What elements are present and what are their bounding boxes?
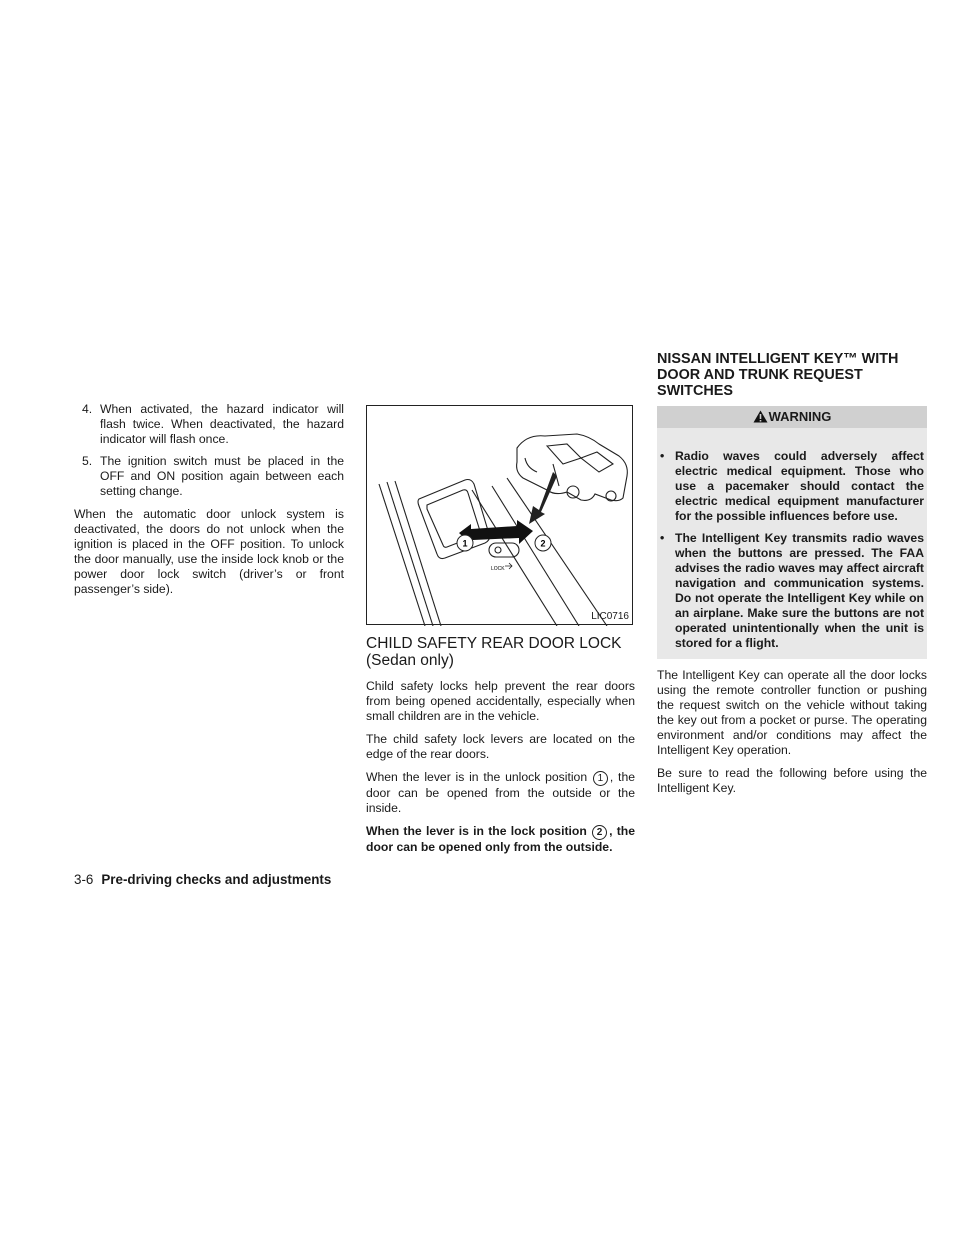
- section-title: [366, 635, 635, 669]
- marker-2: 2: [540, 538, 546, 549]
- list-text: When activated, the hazard indicator will flash twice. When deactivated, the hazard indicator will flash once.: [100, 402, 344, 446]
- warning-label: WARNING: [768, 409, 832, 424]
- marker-1: 1: [462, 538, 468, 549]
- warning-header: [657, 406, 927, 428]
- body-paragraph: [366, 770, 635, 816]
- body-paragraph-bold: [366, 824, 635, 855]
- door-edge-drawing: [367, 406, 634, 626]
- column-middle: [366, 405, 635, 863]
- text-run: , the door can be opened only from the outside.: [366, 824, 635, 854]
- page-footer: [74, 872, 331, 888]
- warning-item: [660, 531, 924, 651]
- warning-triangle-icon: [753, 410, 768, 423]
- list-number: 4.: [82, 402, 93, 416]
- body-paragraph: Child safety locks help prevent the rear doors from being opened accidentally, especially when small children are in the vehicle.: [366, 679, 635, 723]
- bullet: •: [660, 531, 665, 545]
- body-paragraph: The child safety lock levers are located on the edge of the rear doors.: [366, 732, 635, 761]
- section-heading: NISSAN INTELLIGENT KEY™ WITH DOOR AND TRUNK REQUEST SWITCHES: [657, 351, 899, 399]
- figure-id: LIC0716: [591, 611, 629, 622]
- section-title-main: CHILD SAFETY REAR DOOR LOCK: [366, 635, 622, 652]
- section-subtitle: (Sedan only): [366, 652, 454, 669]
- list-item: [74, 402, 344, 447]
- text-run: When the lever is in the unlock position: [366, 770, 588, 784]
- warning-text: The Intelligent Key transmits radio waves when the buttons are pressed. The FAA advises the radio waves may affect aircraft navigation and communication systems. Do not operate the Intelligent Key while on an airplane. Make sure the buttons are not operated unintentionally when the unit is stored for a flight.: [675, 531, 924, 650]
- text-run: When the lever is in the lock position: [366, 824, 587, 838]
- page-number: 3-6: [74, 872, 94, 887]
- bullet: •: [660, 449, 665, 463]
- text-run: , the door can be opened from the outside or the inside.: [366, 770, 635, 815]
- circled-number-2: 2: [592, 825, 607, 840]
- child-lock-illustration: [366, 405, 633, 625]
- warning-box: [657, 428, 927, 659]
- circled-number-1: 1: [593, 771, 608, 786]
- body-paragraph: When the automatic door unlock system is deactivated, the doors do not unlock when the ignition is placed in the OFF position. To unlock the door manually, use the inside lock knob or the power door lock switch (driver’s or front passenger’s side).: [74, 507, 344, 596]
- column-left: [74, 402, 344, 605]
- column-right: [657, 351, 927, 804]
- body-paragraph: The Intelligent Key can operate all the door locks using the remote controller function or pushing the request switch on the vehicle without taking the key out from a pocket or purse. The operating environment and/or conditions may affect the Intelligent Key operation.: [657, 668, 927, 757]
- warning-item: [660, 449, 924, 524]
- warning-text: Radio waves could adversely affect electric medical equipment. Those who use a pacemaker should contact the electric medical equipment manufacturer for the possible influences before use.: [675, 449, 924, 523]
- list-number: 5.: [82, 454, 93, 468]
- body-paragraph: Be sure to read the following before using the Intelligent Key.: [657, 766, 927, 795]
- list-item: [74, 454, 344, 499]
- chapter-title: Pre-driving checks and adjustments: [101, 872, 332, 887]
- numbered-list: [74, 402, 344, 499]
- list-text: The ignition switch must be placed in the OFF and ON position again between each setting change.: [100, 454, 344, 498]
- lock-label: LOCK: [491, 566, 505, 572]
